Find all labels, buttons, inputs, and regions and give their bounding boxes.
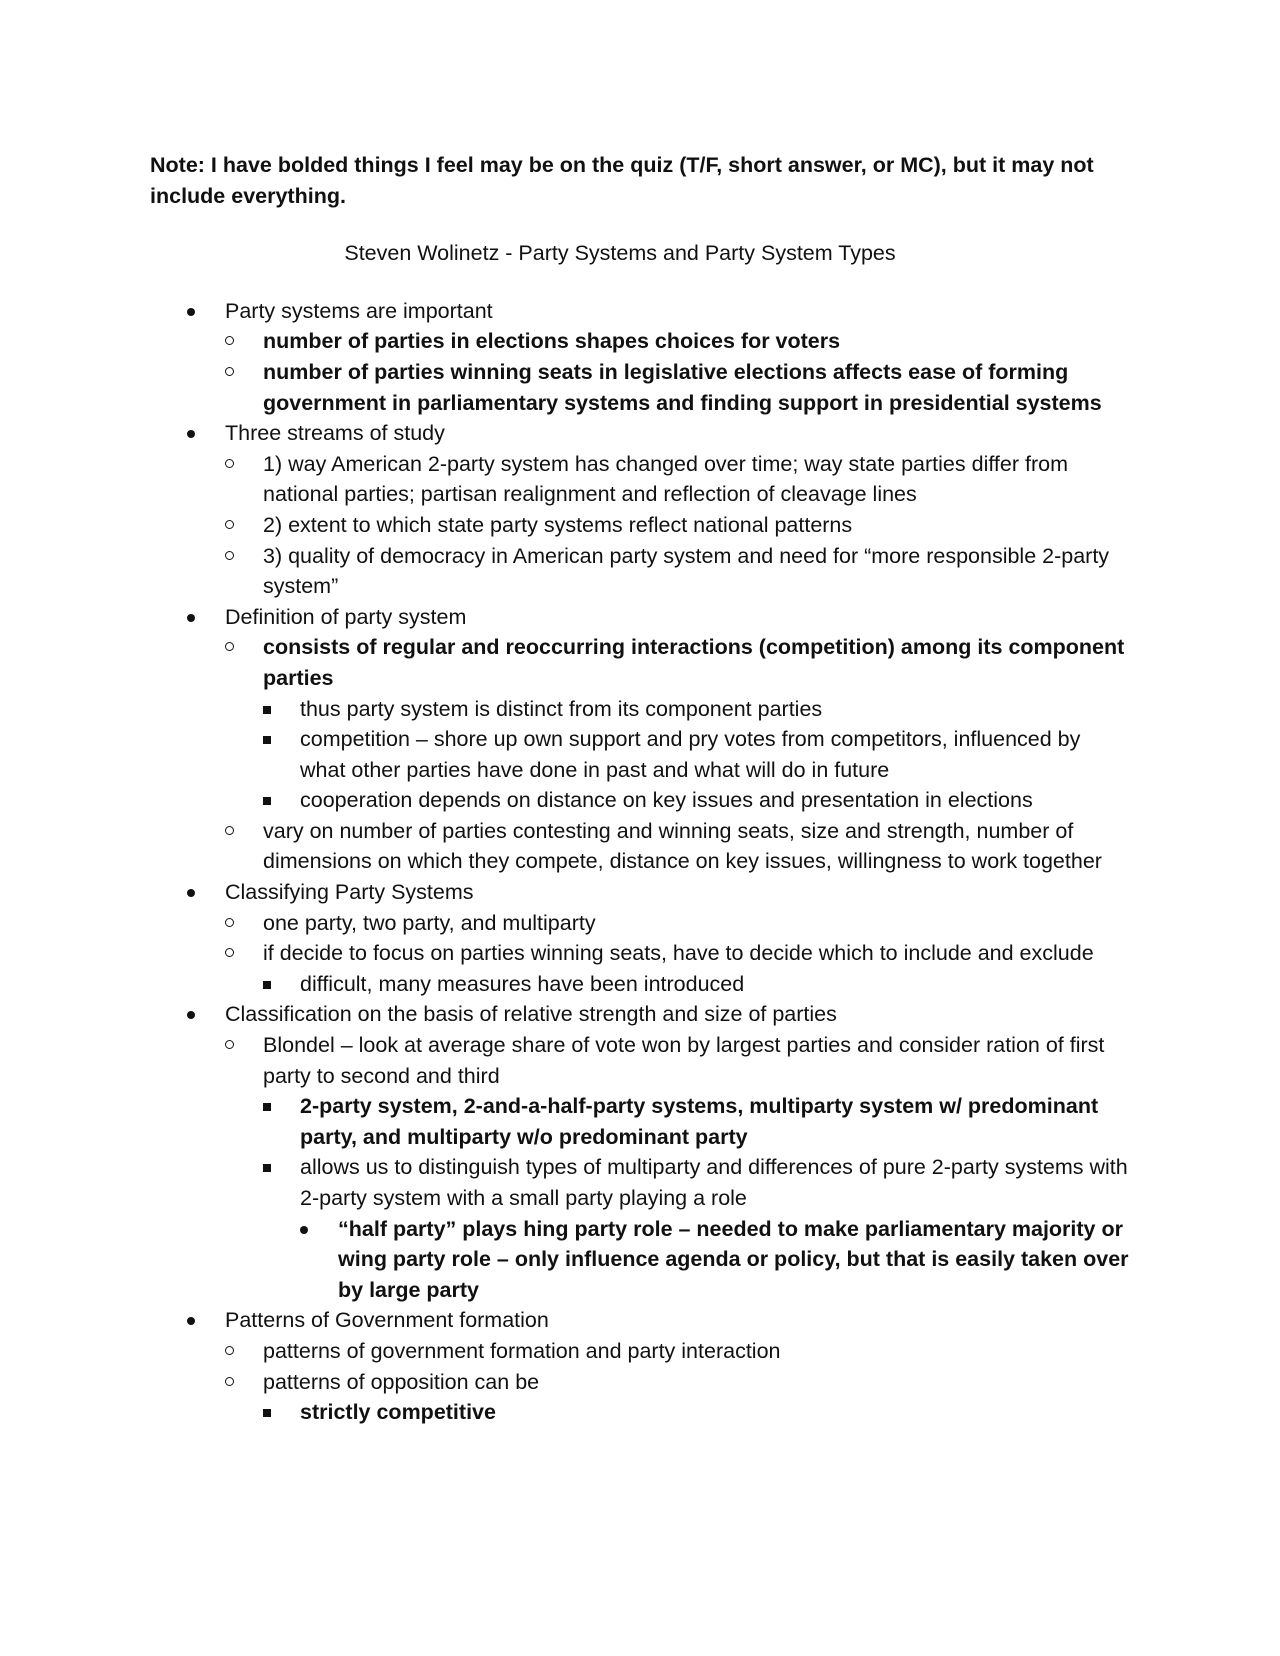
outline-sublist xyxy=(263,969,1130,1000)
outline-item-level-2 xyxy=(225,541,1130,602)
quiz-note: Note: I have bolded things I feel may be on the quiz (T/F, short answer, or MC), but it may not include everything. xyxy=(150,153,1094,208)
sub-bullet-icon xyxy=(225,367,234,376)
outline-item-level-1 xyxy=(150,418,1130,602)
outline-item-level-3 xyxy=(263,694,1130,725)
sub-sub-bullet-icon xyxy=(263,1164,271,1172)
sub-sub-sub-bullet-icon xyxy=(300,1226,308,1234)
bullet-icon xyxy=(187,889,195,897)
outline-item-level-1 xyxy=(150,877,1130,999)
bullet-icon xyxy=(187,1317,195,1325)
outline-item-level-2 xyxy=(225,938,1130,999)
outline-item-level-3 xyxy=(263,1152,1130,1305)
sub-bullet-icon xyxy=(225,520,234,529)
outline-item-text: competition – shore up own support and pry votes from competitors, influenced by what other parties have done in past and what will do in future xyxy=(300,727,1081,782)
outline-item-text: allows us to distinguish types of multiparty and differences of pure 2-party systems with 2-party system with a small party playing a role xyxy=(300,1155,1128,1210)
outline-item-level-2 xyxy=(225,1367,1130,1428)
outline-item-level-1 xyxy=(150,999,1130,1305)
bullet-icon xyxy=(187,1011,195,1019)
outline-item-level-3 xyxy=(263,1397,1130,1428)
outline-item-level-2 xyxy=(225,1030,1130,1305)
outline-item-level-4 xyxy=(300,1214,1130,1306)
document-page xyxy=(150,150,1130,1428)
outline-item-text: vary on number of parties contesting and winning seats, size and strength, number of dimensions on which they compete, distance on key issues, willingness to work together xyxy=(263,818,1102,874)
outline-item-text: Definition of party system xyxy=(225,604,467,629)
outline-item-text: thus party system is distinct from its component parties xyxy=(300,696,823,721)
bullet-icon xyxy=(187,430,195,438)
outline-item-level-3 xyxy=(263,969,1130,1000)
outline-sublist xyxy=(225,632,1130,877)
sub-sub-bullet-icon xyxy=(263,706,271,714)
outline-sublist xyxy=(263,1091,1130,1305)
outline-item-level-1 xyxy=(150,602,1130,877)
sub-sub-bullet-icon xyxy=(263,1409,271,1417)
outline-item-text: strictly competitive xyxy=(300,1400,496,1425)
outline-item-text: difficult, many measures have been introduced xyxy=(300,971,745,996)
outline-sublist xyxy=(263,1397,1130,1428)
document-title: Steven Wolinetz - Party Systems and Party System Types xyxy=(344,241,896,266)
outline-sublist xyxy=(225,449,1130,602)
outline-item-text: Party systems are important xyxy=(225,298,493,323)
outline-item-text: Blondel – look at average share of vote won by largest parties and consider ration of first party to second and third xyxy=(263,1033,1105,1088)
outline-item-level-2 xyxy=(225,449,1130,510)
outline-item-level-1 xyxy=(150,296,1130,418)
outline-item-text: if decide to focus on parties winning seats, have to decide which to include and exclude xyxy=(263,941,1094,966)
outline-item-text: Three streams of study xyxy=(225,421,445,446)
sub-bullet-icon xyxy=(225,918,234,927)
outline-sublist xyxy=(225,1336,1130,1428)
outline-item-level-2 xyxy=(225,357,1130,418)
outline-item-level-2 xyxy=(225,816,1130,877)
outline-item-text: 2-party system, 2-and-a-half-party systems, multiparty system w/ predominant party, and multiparty w/o predominant party xyxy=(300,1094,1099,1149)
sub-bullet-icon xyxy=(225,826,234,835)
outline-item-level-2 xyxy=(225,510,1130,541)
outline-item-level-2 xyxy=(225,1336,1130,1367)
sub-bullet-icon xyxy=(225,551,234,560)
outline-sublist xyxy=(300,1214,1130,1306)
outline-sublist xyxy=(263,694,1130,816)
sub-bullet-icon xyxy=(225,1040,234,1049)
outline-item-text: 3) quality of democracy in American party system and need for “more responsible 2-party system” xyxy=(263,543,1110,599)
sub-bullet-icon xyxy=(225,1377,234,1386)
outline-item-text: patterns of opposition can be xyxy=(263,1369,540,1394)
sub-bullet-icon xyxy=(225,1346,234,1355)
sub-sub-bullet-icon xyxy=(263,1103,271,1111)
outline-item-text: patterns of government formation and party interaction xyxy=(263,1338,781,1363)
outline-sublist xyxy=(225,1030,1130,1305)
outline-item-text: number of parties in elections shapes choices for voters xyxy=(263,329,841,354)
outline-item-text: Classifying Party Systems xyxy=(225,880,474,905)
outline-item-text: cooperation depends on distance on key issues and presentation in elections xyxy=(300,788,1033,813)
outline-item-level-3 xyxy=(263,785,1130,816)
sub-bullet-icon xyxy=(225,642,234,651)
sub-bullet-icon xyxy=(225,459,234,468)
outline-list xyxy=(150,296,1130,1428)
sub-sub-bullet-icon xyxy=(263,797,271,805)
sub-sub-bullet-icon xyxy=(263,981,271,989)
outline-item-level-3 xyxy=(263,724,1130,785)
outline-item-text: number of parties winning seats in legislative elections affects ease of forming government in parliamentary systems and finding support in presidential systems xyxy=(263,359,1102,415)
outline-item-level-2 xyxy=(225,326,1130,357)
outline-item-text: consists of regular and reoccurring interactions (competition) among its component parties xyxy=(263,635,1125,690)
bullet-icon xyxy=(187,308,195,316)
outline-item-level-2 xyxy=(225,908,1130,939)
outline-item-text: Patterns of Government formation xyxy=(225,1308,549,1333)
outline-item-text: 2) extent to which state party systems reflect national patterns xyxy=(263,512,853,537)
outline-item-level-1 xyxy=(150,1305,1130,1427)
outline-item-text: “half party” plays hing party role – needed to make parliamentary majority or wing party role – only influence agenda or policy, but that is easily taken over by large party xyxy=(338,1216,1129,1302)
outline-item-text: Classification on the basis of relative strength and size of parties xyxy=(225,1002,837,1027)
outline-sublist xyxy=(225,326,1130,418)
outline-item-text: 1) way American 2-party system has changed over time; way state parties differ from national parties; partisan realignment and reflection of cleavage lines xyxy=(263,451,1068,507)
outline-item-level-3 xyxy=(263,1091,1130,1152)
sub-sub-bullet-icon xyxy=(263,736,271,744)
outline-item-level-2 xyxy=(225,632,1130,816)
bullet-icon xyxy=(187,614,195,622)
sub-bullet-icon xyxy=(225,948,234,957)
sub-bullet-icon xyxy=(225,336,234,345)
outline-item-text: one party, two party, and multiparty xyxy=(263,910,596,935)
outline-sublist xyxy=(225,908,1130,1000)
